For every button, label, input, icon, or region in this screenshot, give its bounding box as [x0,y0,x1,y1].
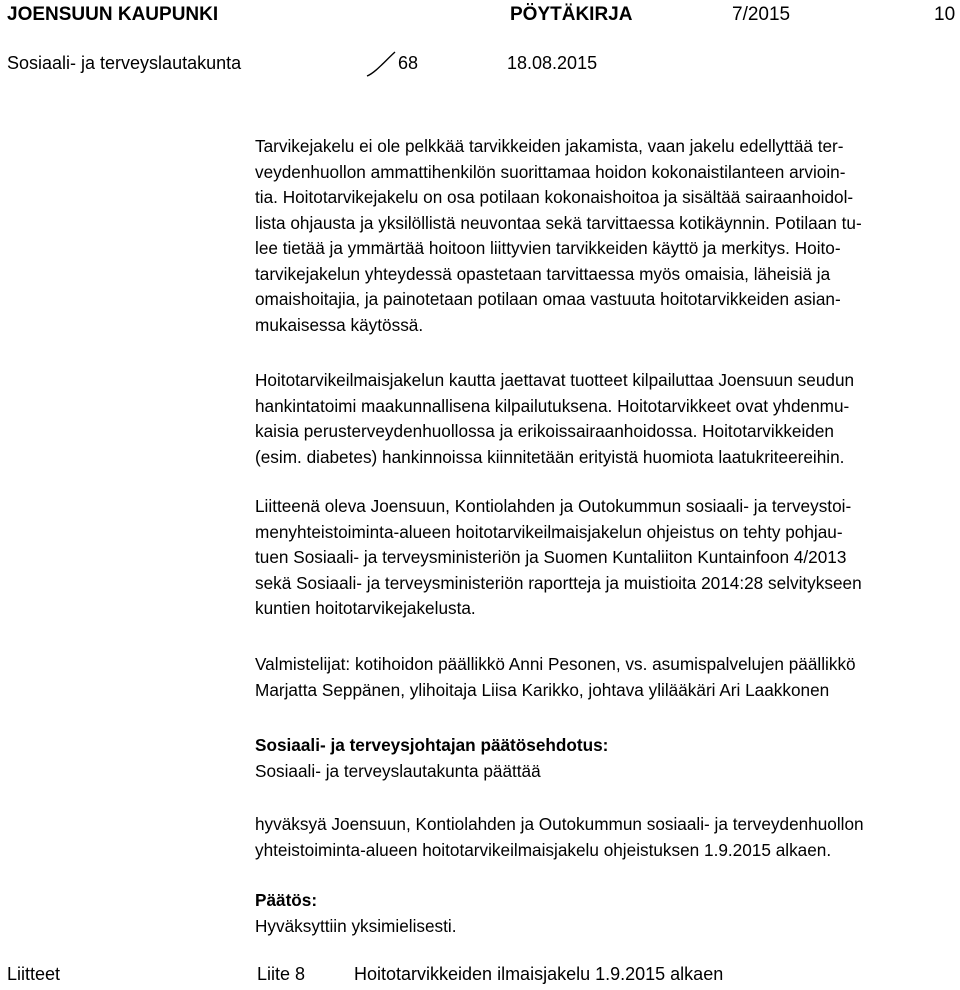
text-line: Tarvikejakelu ei ole pelkkää tarvikkeiden jakamista, vaan jakelu edellyttää ter- [255,136,844,156]
text-line: tarvikejakelun yhteydessä opastetaan tarvittaessa myös omaisia, läheisiä ja [255,263,831,284]
text-line: yhteistoiminta-alueen hoitotarvikeilmaisjakelu ohjeistuksen 1.9.2015 alkaen. [255,839,832,860]
attachment-link[interactable]: Hoitotarvikkeiden ilmaisjakelu 1.9.2015 alkaen [354,964,724,984]
text-line: lee tietää ja ymmärtää hoitoon liittyvien tarvikkeiden käyttö ja merkitys. Hoito- [255,238,841,258]
paragraph-3 [255,494,955,622]
document-type: PÖYTÄKIRJA [510,4,633,25]
attachment-id: Liite 8 [257,964,306,984]
text-line: sekä Sosiaali- ja terveysministeriön raportteja ja muistioita 2014:28 selvitykseen [255,572,862,593]
paragraph-2 [255,368,955,470]
text-line: veydenhuollon ammattihenkilön suorittamaa hoidon kokonaistilanteen arvioin- [255,161,846,182]
document-header [7,4,956,30]
paragraph-1 [255,134,955,338]
document-number: 7/2015 [732,4,791,25]
proposal-block [255,733,955,784]
decision-text: Hyväksyttiin yksimielisesti. [255,915,457,936]
text-line: tuen Sosiaali- ja terveysministeriön ja Suomen Kuntaliiton Kuntainfoon 4/2013 [255,547,847,567]
text-line: hankintatoimi maakunnallisena kilpailutuksena. Hoitotarvikkeet ovat yhdenmu- [255,395,850,416]
section-number: 68 [398,53,419,73]
text-line: Valmistelijat: kotihoidon päällikkö Anni Pesonen, vs. asumispalvelujen päällikkö [255,654,856,674]
text-line: Hoitotarvikeilmaisjakelun kautta jaettavat tuotteet kilpailuttaa Joensuun seudun [255,370,855,390]
text-line: menyhteistoiminta-alueen hoitotarvikeilmaisjakelun ohjeistus on tehty pohjau- [255,521,843,542]
proposal-text [255,812,955,863]
text-line: tia. Hoitotarvikejakelu on osa potilaan kokonaishoitoa ja sisältää sairaanhoidol- [255,187,854,207]
committee-name: Sosiaali- ja terveyslautakunta [7,53,242,73]
decision-block [255,888,955,939]
text-line: omaishoitajia, ja painotetaan potilaan omaa vastuuta hoitotarvikkeiden asian- [255,289,841,309]
proposal-heading: Sosiaali- ja terveysjohtajan päätösehdotus: [255,735,609,755]
section-sign-icon [363,51,397,77]
attachments-label: Liitteet [7,964,61,984]
meeting-date: 18.08.2015 [507,53,598,73]
text-line: kaisia perusterveydenhuollossa ja erikoissairaanhoidossa. Hoitotarvikkeiden [255,421,834,441]
text-line: mukaisessa käytössä. [255,314,424,335]
decision-heading: Päätös: [255,890,318,910]
meeting-info [7,53,946,79]
text-line: Liitteenä oleva Joensuun, Kontiolahden ja Outokummun sosiaali- ja terveystoi- [255,496,852,516]
text-line: hyväksyä Joensuun, Kontiolahden ja Outokummun sosiaali- ja terveydenhuollon [255,814,864,834]
text-line: Marjatta Seppänen, ylihoitaja Liisa Karikko, johtava ylilääkäri Ari Laakkonen [255,679,830,700]
preparers-paragraph [255,652,955,703]
text-line: kuntien hoitotarvikejakelusta. [255,598,476,618]
proposal-intro: Sosiaali- ja terveyslautakunta päättää [255,760,541,781]
text-line: (esim. diabetes) hankinnoissa kiinnitetään erityistä huomiota laatukriteereihin. [255,446,845,467]
text-line: lista ohjausta ja yksilöllistä neuvontaa sekä tarvittaessa kotikäynnin. Potilaan tu- [255,212,862,233]
page-number: 10 [934,4,956,25]
organization-name: JOENSUUN KAUPUNKI [7,4,219,25]
